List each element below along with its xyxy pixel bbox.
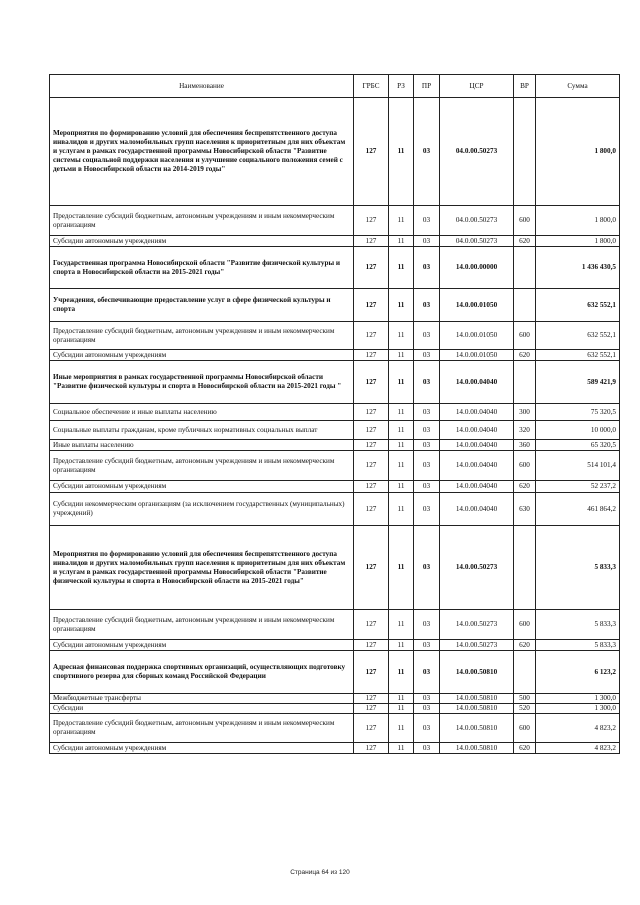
cell-vr: 620 [514,236,536,247]
cell-name: Учреждения, обеспечивающие предоставление услуг в сфере физической культуры и спорта [50,289,354,322]
cell-grbs: 127 [354,694,389,704]
cell-rz: 11 [389,640,414,651]
cell-sum: 1 800,0 [536,236,620,247]
header-rz: РЗ [389,75,414,98]
cell-grbs: 127 [354,440,389,451]
cell-pr: 03 [414,440,440,451]
cell-grbs: 127 [354,743,389,754]
cell-sum: 1 300,0 [536,694,620,704]
header-csr: ЦСР [440,75,514,98]
cell-name: Адресная финансовая поддержка спортивных организаций, осуществляющих подготовку спортивного резерва для сборных команд Российской Федерации [50,651,354,694]
table-row [50,640,620,651]
cell-csr: 14.0.00.50810 [440,694,514,704]
cell-vr [514,247,536,289]
table-row [50,714,620,743]
cell-name: Социальные выплаты гражданам, кроме публичных нормативных социальных выплат [50,421,354,440]
cell-rz: 11 [389,404,414,421]
table-row [50,694,620,704]
cell-grbs: 127 [354,610,389,640]
cell-csr: 14.0.00.50810 [440,714,514,743]
cell-grbs: 127 [354,526,389,610]
cell-name: Иные мероприятия в рамках государственной программы Новосибирской области "Развитие физической культуры и спорта в Новосибирской области на 2015-2021 годы " [50,361,354,404]
cell-sum: 1 300,0 [536,704,620,714]
cell-csr: 14.0.00.50273 [440,526,514,610]
cell-pr: 03 [414,404,440,421]
table-row [50,493,620,526]
cell-name: Мероприятия по формированию условий для обеспечения беспрепятственного доступа инвалидов и других маломобильных групп населения к приоритетным для них объектам и услугам в рамках государственной программы Новосибирской области "Развитие физической культуры и спорта в Новосибирской области на 2015-2021 годы" [50,526,354,610]
table-row [50,743,620,754]
cell-rz: 11 [389,451,414,481]
table-row [50,404,620,421]
cell-vr: 600 [514,322,536,350]
cell-vr: 620 [514,350,536,361]
cell-sum: 6 123,2 [536,651,620,694]
cell-name: Предоставление субсидий бюджетным, автономным учреждениям и иным некоммерческим организациям [50,610,354,640]
cell-name: Социальное обеспечение и иные выплаты населению [50,404,354,421]
budget-table [49,74,620,754]
cell-csr: 14.0.00.04040 [440,404,514,421]
cell-rz: 11 [389,651,414,694]
cell-pr: 03 [414,481,440,493]
cell-sum: 632 552,1 [536,289,620,322]
cell-grbs: 127 [354,714,389,743]
cell-sum: 4 823,2 [536,714,620,743]
cell-csr: 14.0.00.50273 [440,610,514,640]
cell-vr [514,651,536,694]
table-row [50,704,620,714]
cell-vr: 360 [514,440,536,451]
cell-name: Мероприятия по формированию условий для обеспечения беспрепятственного доступа инвалидов и других маломобильных групп населения к приоритетным для них объектам и услугам в рамках государственной программы Новосибирской области "Развитие системы социальной поддержки населения и улучшение социального положения семей с детьми в Новосибирской области на 2014-2019 годы" [50,98,354,206]
cell-csr: 14.0.00.04040 [440,451,514,481]
table-row [50,322,620,350]
cell-rz: 11 [389,440,414,451]
cell-pr: 03 [414,206,440,236]
cell-grbs: 127 [354,451,389,481]
cell-vr: 600 [514,451,536,481]
cell-sum: 5 833,3 [536,526,620,610]
cell-grbs: 127 [354,493,389,526]
cell-pr: 03 [414,451,440,481]
cell-name: Предоставление субсидий бюджетным, автономным учреждениям и иным некоммерческим организациям [50,206,354,236]
header-sum: Сумма [536,75,620,98]
cell-sum: 1 800,0 [536,206,620,236]
table-row [50,247,620,289]
cell-rz: 11 [389,526,414,610]
cell-pr: 03 [414,289,440,322]
table-row [50,421,620,440]
table-row [50,610,620,640]
cell-rz: 11 [389,247,414,289]
cell-csr: 14.0.00.50810 [440,704,514,714]
cell-name: Субсидии автономным учреждениям [50,640,354,651]
cell-csr: 04.0.00.50273 [440,236,514,247]
cell-rz: 11 [389,694,414,704]
table-row [50,440,620,451]
cell-name: Предоставление субсидий бюджетным, автономным учреждениям и иным некоммерческим организациям [50,451,354,481]
table-row [50,98,620,206]
cell-sum: 52 237,2 [536,481,620,493]
cell-rz: 11 [389,743,414,754]
cell-grbs: 127 [354,98,389,206]
cell-sum: 632 552,1 [536,322,620,350]
cell-sum: 75 320,5 [536,404,620,421]
cell-csr: 14.0.00.04040 [440,440,514,451]
cell-grbs: 127 [354,421,389,440]
cell-vr: 320 [514,421,536,440]
cell-vr: 600 [514,714,536,743]
table-row [50,350,620,361]
table-row [50,481,620,493]
cell-vr [514,526,536,610]
cell-vr: 600 [514,610,536,640]
cell-name: Межбюджетные трансферты [50,694,354,704]
cell-rz: 11 [389,704,414,714]
cell-name: Субсидии автономным учреждениям [50,350,354,361]
cell-csr: 14.0.00.04040 [440,421,514,440]
cell-pr: 03 [414,98,440,206]
cell-vr: 500 [514,694,536,704]
header-grbs: ГРБС [354,75,389,98]
cell-vr: 520 [514,704,536,714]
header-vr: ВР [514,75,536,98]
cell-grbs: 127 [354,350,389,361]
cell-grbs: 127 [354,247,389,289]
cell-pr: 03 [414,236,440,247]
cell-vr: 620 [514,481,536,493]
cell-rz: 11 [389,481,414,493]
cell-vr: 620 [514,743,536,754]
cell-pr: 03 [414,361,440,404]
cell-sum: 1 436 430,5 [536,247,620,289]
cell-sum: 4 823,2 [536,743,620,754]
cell-rz: 11 [389,610,414,640]
cell-pr: 03 [414,247,440,289]
table-row [50,526,620,610]
cell-name: Субсидии автономным учреждениям [50,236,354,247]
cell-csr: 04.0.00.50273 [440,206,514,236]
header-name: Наименование [50,75,354,98]
table-row [50,451,620,481]
cell-pr: 03 [414,421,440,440]
table-row [50,236,620,247]
cell-pr: 03 [414,493,440,526]
cell-rz: 11 [389,322,414,350]
cell-rz: 11 [389,236,414,247]
cell-rz: 11 [389,493,414,526]
cell-csr: 14.0.00.04040 [440,481,514,493]
cell-rz: 11 [389,361,414,404]
cell-pr: 03 [414,704,440,714]
cell-name: Государственная программа Новосибирской области "Развитие физической культуры и спорта в Новосибирской области на 2015-2021 годы" [50,247,354,289]
cell-vr: 300 [514,404,536,421]
cell-name: Субсидии некоммерческим организациям (за исключением государственных (муниципальных) учреждений) [50,493,354,526]
table-row [50,361,620,404]
cell-rz: 11 [389,350,414,361]
cell-pr: 03 [414,526,440,610]
cell-grbs: 127 [354,640,389,651]
cell-rz: 11 [389,98,414,206]
header-pr: ПР [414,75,440,98]
cell-grbs: 127 [354,322,389,350]
cell-vr: 630 [514,493,536,526]
cell-rz: 11 [389,714,414,743]
cell-pr: 03 [414,714,440,743]
cell-grbs: 127 [354,651,389,694]
cell-name: Субсидии автономным учреждениям [50,481,354,493]
cell-name: Субсидии [50,704,354,714]
cell-sum: 514 101,4 [536,451,620,481]
cell-name: Предоставление субсидий бюджетным, автономным учреждениям и иным некоммерческим организациям [50,322,354,350]
cell-vr [514,361,536,404]
cell-pr: 03 [414,640,440,651]
cell-pr: 03 [414,350,440,361]
cell-pr: 03 [414,322,440,350]
cell-sum: 10 000,0 [536,421,620,440]
cell-sum: 1 800,0 [536,98,620,206]
cell-csr: 04.0.00.50273 [440,98,514,206]
cell-pr: 03 [414,694,440,704]
cell-csr: 14.0.00.00000 [440,247,514,289]
table-row [50,651,620,694]
cell-rz: 11 [389,421,414,440]
cell-grbs: 127 [354,361,389,404]
cell-pr: 03 [414,651,440,694]
cell-sum: 5 833,3 [536,610,620,640]
cell-sum: 5 833,3 [536,640,620,651]
cell-grbs: 127 [354,481,389,493]
table-row [50,289,620,322]
table-header-row [50,75,620,98]
cell-grbs: 127 [354,289,389,322]
cell-grbs: 127 [354,236,389,247]
cell-csr: 14.0.00.50810 [440,743,514,754]
cell-name: Иные выплаты населению [50,440,354,451]
cell-rz: 11 [389,206,414,236]
cell-csr: 14.0.00.50810 [440,651,514,694]
cell-vr: 620 [514,640,536,651]
cell-csr: 14.0.00.50273 [440,640,514,651]
cell-csr: 14.0.00.01050 [440,289,514,322]
cell-sum: 632 552,1 [536,350,620,361]
cell-csr: 14.0.00.04040 [440,493,514,526]
cell-csr: 14.0.00.01050 [440,350,514,361]
page-number: Страница 64 из 120 [290,869,350,876]
cell-grbs: 127 [354,704,389,714]
cell-sum: 589 421,9 [536,361,620,404]
cell-vr [514,289,536,322]
cell-vr: 600 [514,206,536,236]
cell-pr: 03 [414,743,440,754]
cell-sum: 65 320,5 [536,440,620,451]
cell-rz: 11 [389,289,414,322]
cell-pr: 03 [414,610,440,640]
cell-csr: 14.0.00.04040 [440,361,514,404]
cell-csr: 14.0.00.01050 [440,322,514,350]
cell-sum: 461 864,2 [536,493,620,526]
cell-grbs: 127 [354,404,389,421]
cell-name: Предоставление субсидий бюджетным, автономным учреждениям и иным некоммерческим организациям [50,714,354,743]
cell-grbs: 127 [354,206,389,236]
cell-name: Субсидии автономным учреждениям [50,743,354,754]
table-row [50,206,620,236]
cell-vr [514,98,536,206]
